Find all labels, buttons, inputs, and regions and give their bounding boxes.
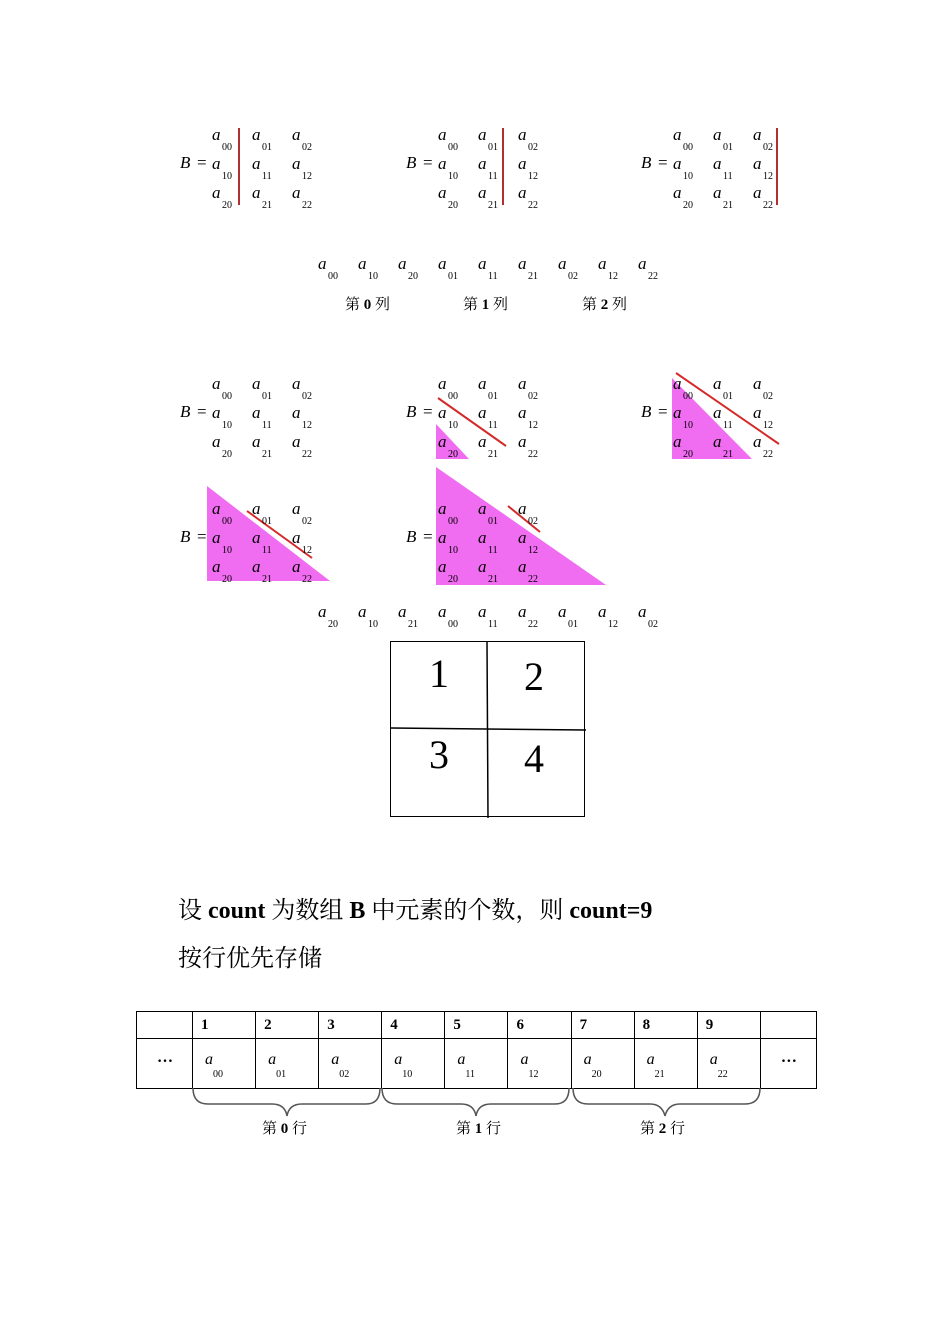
matrix-element-subscript: 20 (222, 449, 232, 460)
matrix-element-letter: a (212, 125, 221, 144)
matrix-element-subscript: 00 (683, 391, 693, 402)
storage-index-cell: 7 (571, 1012, 634, 1039)
grid-number-2: 2 (524, 654, 544, 699)
matrix-element-subscript: 21 (262, 449, 272, 460)
matrix-element-letter: a (753, 432, 762, 451)
matrix-element-subscript: 20 (222, 200, 232, 211)
matrix-element-subscript: 01 (488, 391, 498, 402)
matrix-element-letter: a (478, 528, 487, 547)
matrix-element-subscript: 22 (763, 200, 773, 211)
matrix-element-subscript: 20 (448, 200, 458, 211)
matrix-element-subscript: 02 (302, 142, 312, 153)
storage-element-subscript: 21 (654, 1069, 665, 1080)
matrix-element-letter: a (673, 432, 682, 451)
storage-element-letter: a (520, 1051, 529, 1068)
ellipsis: … (157, 1049, 173, 1066)
matrix-element-letter: a (252, 403, 261, 422)
matrix-element-letter: a (252, 528, 261, 547)
sequence-element-subscript: 21 (528, 271, 538, 282)
matrix-symbol: B (406, 402, 417, 421)
matrix-element-subscript: 10 (683, 171, 693, 182)
sequence-element-letter: a (438, 254, 447, 273)
matrix-element-subscript: 00 (448, 516, 458, 527)
matrix-element-letter: a (673, 125, 682, 144)
matrix-element-subscript: 21 (488, 574, 498, 585)
sequence-element-letter: a (358, 602, 367, 621)
matrix-element-subscript: 21 (262, 200, 272, 211)
matrix-element-subscript: 11 (723, 420, 733, 431)
matrix-element-letter: a (518, 403, 527, 422)
matrix-element-subscript: 02 (528, 391, 538, 402)
matrix-element-letter: a (292, 557, 301, 576)
sequence-element-subscript: 10 (368, 271, 378, 282)
grid-number-4: 4 (524, 736, 544, 781)
matrix-element-subscript: 22 (763, 449, 773, 460)
matrix-element-subscript: 21 (723, 200, 733, 211)
matrix-element-subscript: 11 (262, 420, 272, 431)
matrix-element-letter: a (438, 125, 447, 144)
matrix-element-subscript: 10 (222, 420, 232, 431)
sequence-element-subscript: 22 (528, 619, 538, 630)
storage-element-subscript: 11 (465, 1069, 476, 1080)
matrix-element-subscript: 20 (222, 574, 232, 585)
storage-element-subscript: 02 (339, 1069, 350, 1080)
matrix-symbol: B (406, 527, 417, 546)
matrix-element-subscript: 00 (448, 142, 458, 153)
matrix-element-letter: a (438, 432, 447, 451)
matrix-element-subscript: 01 (723, 142, 733, 153)
col-caption-1: 第 1 列 (463, 297, 509, 313)
matrix-element-subscript: 10 (222, 171, 232, 182)
matrix-element-letter: a (713, 154, 722, 173)
storage-element-letter: a (205, 1051, 214, 1068)
sequence-element-letter: a (558, 254, 567, 273)
matrix-element-letter: a (252, 557, 261, 576)
equals-sign: = (658, 402, 668, 421)
matrix-symbol: B (641, 402, 652, 421)
matrix-element-subscript: 00 (222, 142, 232, 153)
equals-sign: = (423, 153, 433, 172)
matrix-element-letter: a (753, 154, 762, 173)
matrix-element-letter: a (518, 499, 527, 518)
matrix-symbol: B (180, 527, 191, 546)
matrix-element-subscript: 21 (488, 449, 498, 460)
matrix-element-letter: a (713, 125, 722, 144)
matrix-element-letter: a (673, 403, 682, 422)
matrix-element-letter: a (673, 154, 682, 173)
matrix-element-letter: a (212, 374, 221, 393)
matrix-element-letter: a (518, 557, 527, 576)
equals-sign: = (197, 527, 207, 546)
matrix-element-subscript: 02 (528, 516, 538, 527)
matrix-element-subscript: 02 (763, 142, 773, 153)
matrix-element-subscript: 10 (222, 545, 232, 556)
matrix-element-subscript: 10 (448, 171, 458, 182)
equals-sign: = (197, 402, 207, 421)
sequence-element-subscript: 00 (328, 271, 338, 282)
matrix-element-letter: a (713, 183, 722, 202)
storage-index-cell: 9 (697, 1012, 760, 1039)
matrix-element-letter: a (518, 154, 527, 173)
storage-element-letter: a (583, 1051, 592, 1068)
matrix-element-letter: a (292, 374, 301, 393)
sequence-element-subscript: 02 (568, 271, 578, 282)
matrix-element-letter: a (478, 154, 487, 173)
row-major-heading: 按行优先存储 (178, 946, 322, 972)
matrix-element-subscript: 00 (448, 391, 458, 402)
matrix-element-subscript: 02 (528, 142, 538, 153)
matrix-symbol: B (180, 402, 191, 421)
storage-element-letter: a (709, 1051, 718, 1068)
matrix-element-letter: a (478, 125, 487, 144)
storage-element-subscript: 10 (402, 1069, 413, 1080)
matrix-element-letter: a (753, 374, 762, 393)
matrix-element-letter: a (212, 528, 221, 547)
matrix-element-subscript: 11 (262, 545, 272, 556)
matrix-element-letter: a (713, 432, 722, 451)
matrix-element-subscript: 12 (763, 420, 773, 431)
storage-element-letter: a (268, 1051, 277, 1068)
matrix-element-subscript: 22 (302, 200, 312, 211)
matrix-element-letter: a (518, 528, 527, 547)
matrix-element-subscript: 21 (723, 449, 733, 460)
matrix-element-subscript: 01 (723, 391, 733, 402)
sequence-element-letter: a (598, 602, 607, 621)
storage-element-letter: a (457, 1051, 466, 1068)
matrix-element-letter: a (292, 183, 301, 202)
matrix-symbol: B (180, 153, 191, 172)
sequence-element-letter: a (518, 254, 527, 273)
matrix-element-subscript: 01 (262, 142, 272, 153)
matrix-element-subscript: 00 (222, 516, 232, 527)
matrix-element-subscript: 21 (488, 200, 498, 211)
row-caption-2: 第 2 行 (640, 1121, 686, 1137)
matrix-element-letter: a (252, 183, 261, 202)
sequence-element-subscript: 11 (488, 619, 498, 630)
grid-number-3: 3 (429, 732, 449, 777)
col-caption-2: 第 2 列 (582, 297, 628, 313)
brace-row-0 (193, 1088, 380, 1116)
matrix-element-subscript: 02 (302, 516, 312, 527)
matrix-element-letter: a (252, 499, 261, 518)
matrix-element-letter: a (212, 432, 221, 451)
sequence-element-subscript: 01 (568, 619, 578, 630)
storage-index-cell: 8 (634, 1012, 697, 1039)
matrix-element-subscript: 12 (528, 545, 538, 556)
matrix-element-subscript: 12 (763, 171, 773, 182)
sequence-element-letter: a (318, 602, 327, 621)
matrix-element-letter: a (212, 499, 221, 518)
matrix-element-subscript: 11 (262, 171, 272, 182)
matrix-element-letter: a (438, 528, 447, 547)
matrix-element-letter: a (518, 432, 527, 451)
matrix-element-letter: a (292, 125, 301, 144)
matrix-element-letter: a (478, 183, 487, 202)
matrix-element-subscript: 11 (488, 545, 498, 556)
matrix-element-subscript: 12 (302, 545, 312, 556)
matrix-element-letter: a (753, 403, 762, 422)
equals-sign: = (423, 527, 433, 546)
row-caption-1: 第 1 行 (456, 1121, 502, 1137)
matrix-element-subscript: 02 (763, 391, 773, 402)
sequence-element-subscript: 11 (488, 271, 498, 282)
matrix-element-subscript: 01 (488, 142, 498, 153)
matrix-element-letter: a (518, 183, 527, 202)
storage-element-letter: a (646, 1051, 655, 1068)
matrix-element-subscript: 22 (302, 574, 312, 585)
matrix-element-subscript: 11 (488, 171, 498, 182)
matrix-element-letter: a (438, 557, 447, 576)
storage-index-cell: 6 (508, 1012, 571, 1039)
sequence-element-subscript: 00 (448, 619, 458, 630)
matrix-element-letter: a (252, 432, 261, 451)
matrix-element-letter: a (478, 557, 487, 576)
matrix-element-subscript: 01 (262, 391, 272, 402)
equals-sign: = (423, 402, 433, 421)
sequence-element-subscript: 22 (648, 271, 658, 282)
matrix-element-letter: a (673, 374, 682, 393)
matrix-element-letter: a (252, 154, 261, 173)
brace-row-1 (382, 1088, 569, 1116)
matrix-element-letter: a (713, 403, 722, 422)
sequence-element-letter: a (358, 254, 367, 273)
matrix-element-subscript: 11 (723, 171, 733, 182)
row-caption-0: 第 0 行 (262, 1121, 308, 1137)
storage-index-cell: 1 (193, 1012, 256, 1039)
matrix-element-subscript: 02 (302, 391, 312, 402)
storage-element-subscript: 12 (528, 1069, 539, 1080)
matrix-element-letter: a (438, 403, 447, 422)
matrix-element-letter: a (212, 557, 221, 576)
matrix-element-letter: a (518, 125, 527, 144)
sequence-element-letter: a (398, 254, 407, 273)
matrix-element-letter: a (713, 374, 722, 393)
matrix-element-subscript: 01 (262, 516, 272, 527)
matrix-element-letter: a (212, 154, 221, 173)
matrix-element-letter: a (673, 183, 682, 202)
sequence-element-letter: a (638, 602, 647, 621)
sequence-element-subscript: 10 (368, 619, 378, 630)
matrix-element-subscript: 12 (528, 171, 538, 182)
sequence-element-subscript: 21 (408, 619, 418, 630)
matrix-element-letter: a (753, 125, 762, 144)
matrix-element-subscript: 10 (448, 545, 458, 556)
matrix-element-letter: a (438, 183, 447, 202)
storage-element-subscript: 00 (213, 1069, 224, 1080)
storage-element-subscript: 20 (591, 1069, 602, 1080)
matrix-symbol: B (641, 153, 652, 172)
matrix-element-subscript: 00 (222, 391, 232, 402)
brace-row-2 (573, 1088, 760, 1116)
matrix-element-letter: a (478, 499, 487, 518)
matrix-element-subscript: 11 (488, 420, 498, 431)
grid-number-1: 1 (429, 651, 449, 696)
matrix-element-subscript: 21 (262, 574, 272, 585)
matrix-element-letter: a (438, 154, 447, 173)
equals-sign: = (658, 153, 668, 172)
matrix-element-subscript: 20 (683, 200, 693, 211)
matrix-element-subscript: 10 (683, 420, 693, 431)
matrix-element-subscript: 12 (528, 420, 538, 431)
matrix-element-letter: a (438, 499, 447, 518)
sequence-element-letter: a (318, 254, 327, 273)
storage-element-subscript: 22 (717, 1069, 728, 1080)
matrix-element-subscript: 20 (683, 449, 693, 460)
storage-element-subscript: 01 (276, 1069, 287, 1080)
matrix-element-letter: a (753, 183, 762, 202)
sequence-element-letter: a (558, 602, 567, 621)
matrix-element-letter: a (212, 183, 221, 202)
matrix-element-letter: a (518, 374, 527, 393)
matrix-element-subscript: 22 (528, 449, 538, 460)
matrix-element-letter: a (292, 154, 301, 173)
sequence-element-subscript: 12 (608, 271, 618, 282)
matrix-element-letter: a (212, 403, 221, 422)
count-statement: 设 count 为数组 B 中元素的个数，则 count=9 (178, 898, 653, 924)
matrix-element-subscript: 22 (528, 574, 538, 585)
matrix-element-subscript: 22 (528, 200, 538, 211)
sequence-element-letter: a (478, 254, 487, 273)
sequence-element-subscript: 20 (408, 271, 418, 282)
sequence-element-subscript: 02 (648, 619, 658, 630)
sequence-element-subscript: 01 (448, 271, 458, 282)
matrix-symbol: B (406, 153, 417, 172)
matrix-element-letter: a (478, 374, 487, 393)
sequence-element-letter: a (398, 602, 407, 621)
matrix-element-subscript: 00 (683, 142, 693, 153)
matrix-element-letter: a (252, 374, 261, 393)
matrix-element-subscript: 12 (302, 171, 312, 182)
ellipsis: … (780, 1049, 797, 1066)
storage-index-cell: 2 (256, 1012, 319, 1039)
matrix-element-letter: a (292, 403, 301, 422)
matrix-element-letter: a (478, 403, 487, 422)
sequence-element-letter: a (518, 602, 527, 621)
matrix-element-subscript: 10 (448, 420, 458, 431)
storage-element-letter: a (331, 1051, 340, 1068)
sequence-element-letter: a (478, 602, 487, 621)
storage-index-cell: 5 (445, 1012, 508, 1039)
matrix-element-letter: a (292, 528, 301, 547)
matrix-element-letter: a (292, 499, 301, 518)
sequence-element-letter: a (598, 254, 607, 273)
matrix-element-subscript: 12 (302, 420, 312, 431)
sequence-element-letter: a (438, 602, 447, 621)
matrix-element-letter: a (438, 374, 447, 393)
sequence-element-subscript: 20 (328, 619, 338, 630)
matrix-element-subscript: 20 (448, 449, 458, 460)
storage-index-cell: 3 (319, 1012, 382, 1039)
matrix-element-letter: a (292, 432, 301, 451)
storage-index-cell: 4 (382, 1012, 445, 1039)
sequence-element-letter: a (638, 254, 647, 273)
storage-element-letter: a (394, 1051, 403, 1068)
matrix-element-subscript: 20 (448, 574, 458, 585)
col-caption-0: 第 0 列 (345, 297, 391, 313)
sequence-element-subscript: 12 (608, 619, 618, 630)
matrix-element-letter: a (252, 125, 261, 144)
matrix-element-subscript: 22 (302, 449, 312, 460)
matrix-element-letter: a (478, 432, 487, 451)
matrix-element-subscript: 01 (488, 516, 498, 527)
equals-sign: = (197, 153, 207, 172)
